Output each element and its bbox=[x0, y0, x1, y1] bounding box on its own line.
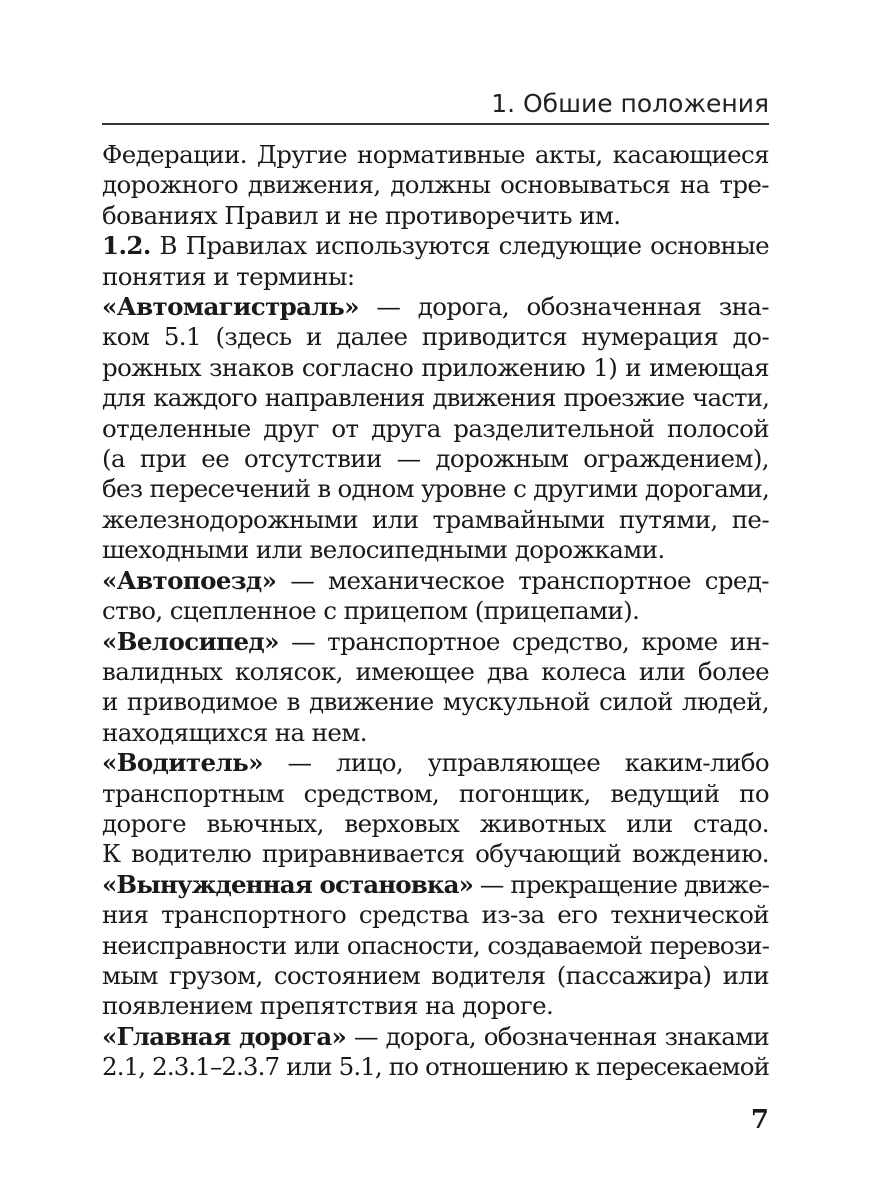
term-line: «Водитель» — лицо, управляющее каким-либо bbox=[102, 748, 769, 778]
text-line: и приводимое в движение мускульной силой людей, bbox=[102, 687, 769, 717]
term-line: «Главная дорога» — дорога, обозначенная знаками bbox=[102, 1021, 769, 1051]
text-line: транспортным средством, погонщик, ведущий по bbox=[102, 778, 769, 808]
text-line: (а при ее отсутствии — дорожным ограждением), bbox=[102, 444, 769, 474]
term-line: «Вынужденная остановка» — прекращение движе- bbox=[102, 869, 770, 899]
text-line: К водителю приравнивается обучающий вождению. bbox=[102, 839, 769, 869]
text-line: без пересечений в одном уровне с другими дорогами, bbox=[102, 474, 769, 504]
running-header: 1. Обшие положения bbox=[491, 89, 769, 118]
text-line: бованиях Правил и не противоречить им. bbox=[102, 200, 621, 230]
text-line: мым грузом, состоянием водителя (пассажира) или bbox=[102, 960, 769, 990]
text-line: Федерации. Другие нормативные акты, касающиеся bbox=[102, 140, 769, 169]
clause-number: 1.2. bbox=[102, 231, 151, 261]
text-line: появлением препятствия на дороге. bbox=[102, 991, 554, 1021]
clause-line: 1.2. В Правилах используются следующие основные bbox=[102, 231, 769, 261]
text-line: валидных колясок, имеющее два колеса или более bbox=[102, 656, 769, 686]
text-line: рожных знаков согласно приложению 1) и имеющая bbox=[102, 352, 769, 382]
text-line: ство, сцепленное с прицепом (прицепами). bbox=[102, 596, 640, 626]
term-label: «Главная дорога» bbox=[102, 1021, 347, 1051]
text-line: для каждого направления движения проезжие части, bbox=[102, 383, 769, 413]
term-line: «Велосипед» — транспортное средство, кроме ин- bbox=[102, 626, 769, 656]
header-rule bbox=[102, 123, 769, 125]
term-label: «Автомагистраль» bbox=[102, 292, 359, 322]
text-line: отделенные друг от друга разделительной полосой bbox=[102, 413, 769, 443]
term-line: «Автопоезд» — механическое транспортное сред- bbox=[102, 565, 769, 595]
text-line: понятия и термины: bbox=[102, 261, 355, 291]
term-label: «Вынужденная остановка» bbox=[102, 869, 474, 899]
text-line: ком 5.1 (здесь и далее приводится нумерация до- bbox=[102, 322, 769, 352]
body-text bbox=[102, 140, 769, 1083]
text-line: шеходными или велосипедными дорожками. bbox=[102, 535, 665, 565]
text-line: железнодорожными или трамвайными путями, пе- bbox=[102, 504, 769, 534]
term-label: «Велосипед» bbox=[102, 626, 279, 656]
term-line: «Автомагистраль» — дорога, обозначенная зна- bbox=[102, 292, 769, 322]
text-line: 2.1, 2.3.1–2.3.7 или 5.1, по отношению к пересекаемой bbox=[102, 1052, 769, 1082]
term-label: «Водитель» bbox=[102, 748, 263, 778]
term-label: «Автопоезд» bbox=[102, 565, 277, 595]
text-line: ния транспортного средства из-за его технической bbox=[102, 900, 769, 930]
text-line: дороге вьючных, верховых животных или стадо. bbox=[102, 808, 769, 838]
page-number: 7 bbox=[750, 1105, 769, 1135]
text-line: неисправности или опасности, создаваемой перевози- bbox=[102, 930, 769, 960]
text-line: находящихся на нем. bbox=[102, 717, 367, 747]
text-line: дорожного движения, должны основываться на тре- bbox=[102, 170, 769, 200]
